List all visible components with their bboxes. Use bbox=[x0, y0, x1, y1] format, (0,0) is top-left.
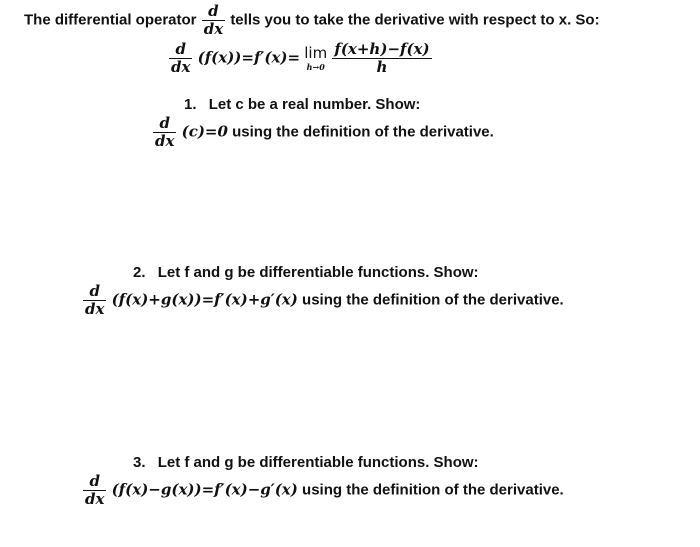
definition-d-fraction bbox=[169, 42, 192, 75]
problem-2-d-fraction bbox=[83, 284, 106, 317]
problem-1-d-fraction bbox=[153, 116, 176, 149]
limit-label: lim bbox=[304, 44, 328, 62]
problem-1-expression: (c)=0 bbox=[181, 122, 228, 141]
intro-line bbox=[24, 4, 600, 37]
limit-subscript: h→0 bbox=[306, 62, 325, 72]
definition-d-numerator: d bbox=[169, 42, 192, 59]
problem-3-text: Let f and g be differentiable functions. Show: bbox=[157, 454, 479, 471]
intro-text-after: tells you to take the derivative with respect to x. So: bbox=[230, 11, 600, 29]
definition-d-denominator: dx bbox=[171, 58, 191, 76]
problem-1-text: Let c be a real number. Show: bbox=[208, 96, 421, 113]
definition-lhs: (f(x))=f′(x)= bbox=[197, 48, 301, 67]
definition-equation bbox=[168, 42, 433, 75]
limit-operator bbox=[304, 46, 327, 71]
difference-quotient bbox=[332, 42, 431, 75]
problem-3-equation bbox=[82, 474, 564, 507]
problem-2-d-numerator: d bbox=[83, 284, 106, 301]
problem-1-d-numerator: d bbox=[153, 116, 176, 133]
problem-3-d-denominator: dx bbox=[85, 490, 105, 508]
problem-2-d-denominator: dx bbox=[85, 300, 105, 318]
difference-quotient-numerator: f(x+h)−f(x) bbox=[334, 40, 430, 58]
operator-numerator: d bbox=[202, 4, 225, 21]
problem-3-prompt bbox=[133, 454, 479, 471]
problem-2-text: Let f and g be differentiable functions. Show: bbox=[157, 264, 479, 281]
problem-3-expression: (f(x)−g(x))=f′(x)−g′(x) bbox=[111, 480, 298, 499]
problem-2-number: 2. bbox=[133, 264, 146, 281]
problem-1-suffix: using the definition of the derivative. bbox=[232, 123, 494, 141]
problem-2-suffix: using the definition of the derivative. bbox=[302, 291, 564, 309]
problem-1-prompt bbox=[184, 96, 420, 113]
problem-2-prompt bbox=[133, 264, 479, 281]
problem-1-d-denominator: dx bbox=[155, 132, 175, 150]
intro-text-before: The differential operator bbox=[24, 11, 197, 29]
problem-2-expression: (f(x)+g(x))=f′(x)+g′(x) bbox=[111, 290, 298, 309]
operator-fraction bbox=[202, 4, 225, 37]
problem-3-suffix: using the definition of the derivative. bbox=[302, 481, 564, 499]
problem-3-d-fraction bbox=[83, 474, 106, 507]
problem-2-equation bbox=[82, 284, 564, 317]
operator-denominator: dx bbox=[203, 20, 224, 38]
problem-3-d-numerator: d bbox=[83, 474, 106, 491]
problem-1-number: 1. bbox=[184, 96, 197, 113]
problem-3-number: 3. bbox=[133, 454, 146, 471]
problem-1-equation bbox=[152, 116, 494, 149]
difference-quotient-denominator: h bbox=[376, 58, 388, 76]
